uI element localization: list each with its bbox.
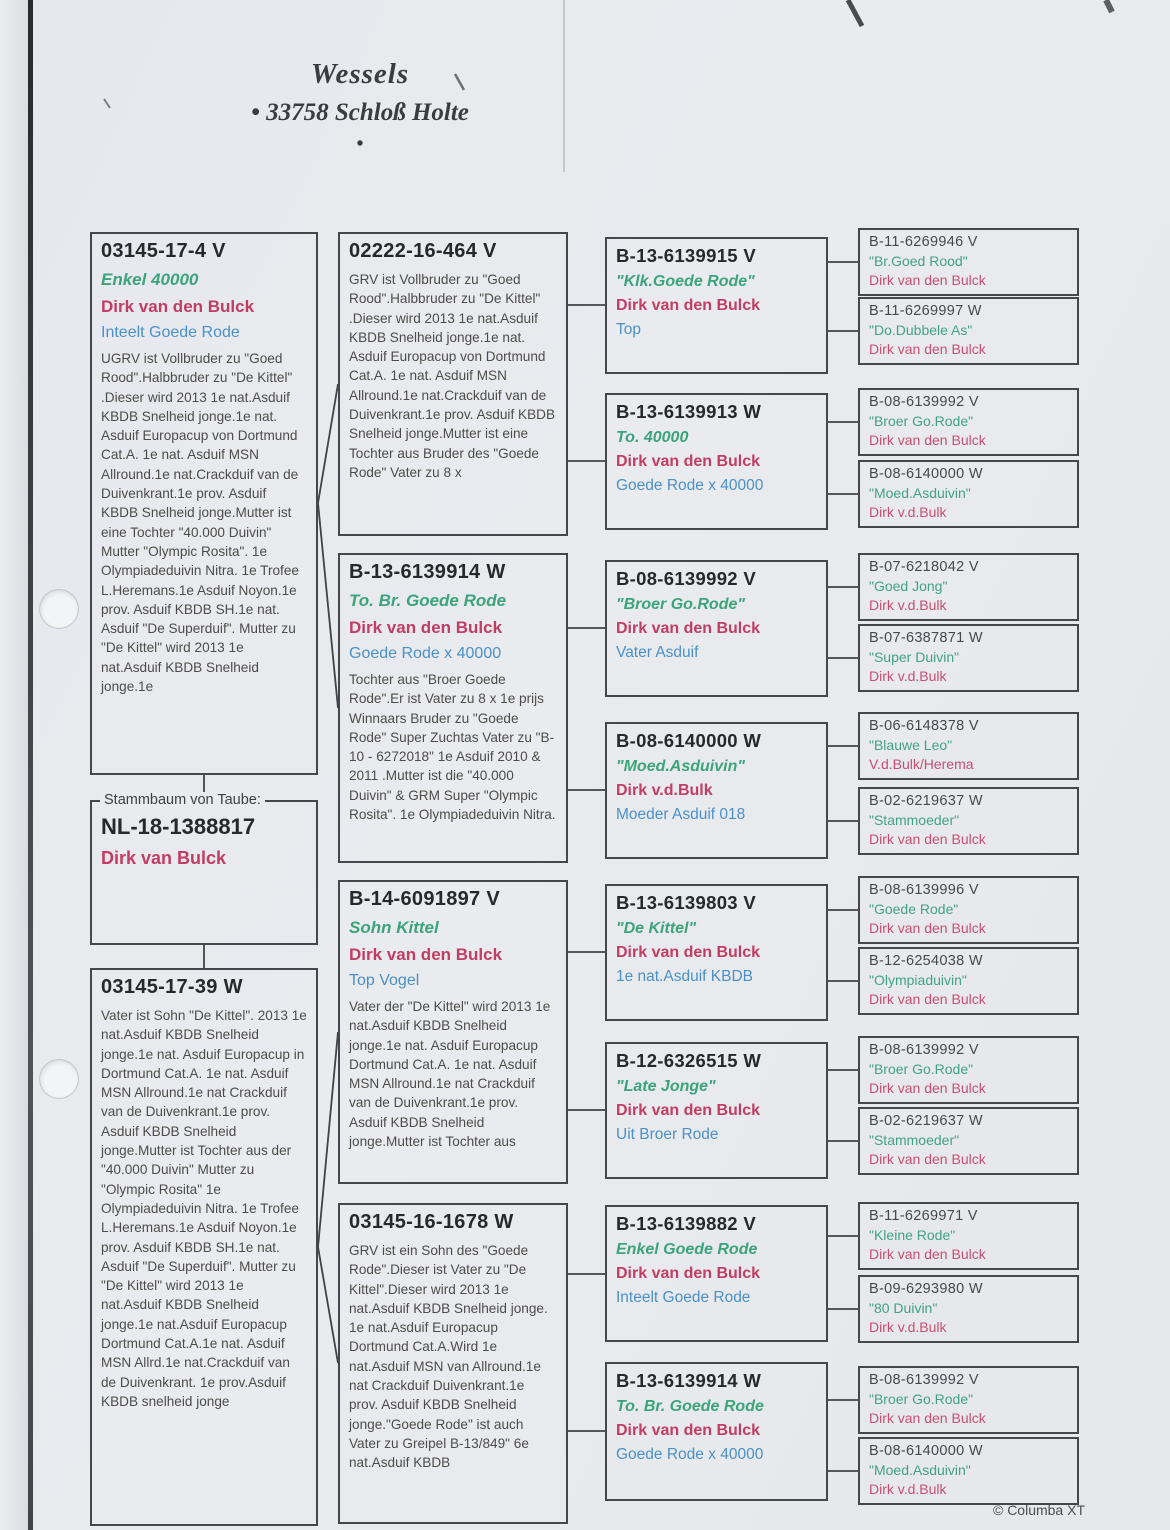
ring-number: B-13-6139882 V <box>616 1213 756 1234</box>
ring-number: B-13-6139803 V <box>616 892 756 913</box>
pedigree-box-g4-9 <box>858 876 1079 944</box>
ring-number: B-13-6139914 W <box>349 561 506 583</box>
ring-number: B-08-6140000 W <box>869 1443 983 1459</box>
ring-number: B-14-6091897 V <box>349 888 500 910</box>
owner-name: Dirk van den Bulck <box>869 920 986 936</box>
pigeon-name: "Moed.Asduivin" <box>869 485 971 501</box>
owner-name: Dirk van den Bulck <box>869 1410 986 1426</box>
ring-number: B-02-6219637 W <box>869 1113 983 1129</box>
pedigree-box-g4-5 <box>858 553 1079 621</box>
pigeon-name: Sohn Kittel <box>349 918 439 937</box>
ring-number: B-13-6139915 V <box>616 245 756 266</box>
pedigree-box-g2-3 <box>338 880 568 1184</box>
pigeon-name: "Moed.Asduivin" <box>869 1462 971 1478</box>
pedigree-box-father <box>90 232 318 775</box>
strain-info: Goede Rode x 40000 <box>616 477 764 494</box>
letterhead-bullet: • <box>356 133 364 155</box>
pedigree-box-g4-3 <box>858 388 1079 456</box>
strain-info: Moeder Asduif 018 <box>616 806 746 823</box>
pedigree-box-g4-15 <box>858 1366 1079 1434</box>
pigeon-name: "De Kittel" <box>616 920 697 937</box>
ring-number: B-11-6269946 V <box>869 234 978 250</box>
owner-name: Dirk van den Bulck <box>869 432 986 448</box>
owner-name: Dirk van den Bulck <box>616 1102 761 1119</box>
strain-info: Inteelt Goede Rode <box>616 1289 751 1306</box>
owner-name: Dirk v.d.Bulk <box>869 668 947 684</box>
pedigree-box-g4-4 <box>858 460 1079 528</box>
owner-name: Dirk van den Bulck <box>616 297 761 314</box>
owner-name: Dirk van den Bulck <box>349 618 503 637</box>
pedigree-notes: Vater ist Sohn "De Kittel". 2013 1e nat.Asduif KBDB Snelheid jonge.1e nat. Asduif Europacup in Dortmund Cat.A. 1e nat. Asduif MSN Allround.1e nat Crackduif van de Duivenkrant.1e prov. Asduif KBDB Snelheid jonge.Mutter ist Tochter aus der "40.000 Duivin" Mutter zu "Olympic Rosita" 1e Olympiadeduivin Nitra. 1e Trofee L.Heremans.1e Asduif Noyon.1e prov. Asduif KBDB SH.1e nat. Asduif "De Superduif". Mutter zu "De Kittel" wird 2013 1e nat.Asduif KBDB Snelheid jonge.1e nat.Asduif Europacup Dortmund Cat.A.1e nat. Asduif MSN Allrd.1e nat.Crackduif van de Duivenkrant. 1e prov.Asduif KBDB snelheid jonge <box>101 1008 307 1409</box>
pedigree-box-g4-11 <box>858 1036 1079 1104</box>
pigeon-name: Enkel 40000 <box>101 270 199 289</box>
ring-number: B-07-6387871 W <box>869 630 983 646</box>
pedigree-box-g3-3 <box>605 560 828 697</box>
ring-number: 02222-16-464 V <box>349 240 497 262</box>
pedigree-box-g4-12 <box>858 1107 1079 1175</box>
scan-edge-shading <box>0 0 28 1530</box>
pedigree-box-g3-7 <box>605 1205 828 1342</box>
pedigree-notes: UGRV ist Vollbruder zu "Goed Rood".Halbbruder zu "De Kittel" .Dieser wird 2013 1e nat.Asduif KBDB Snelheid jonge.1e nat. Asduif Europacup von Dortmund Cat.A. 1e nat. Asduif MSN Allround.1e nat.Crackduif van de Duivenkrant.1e prov. Asduif KBDB Snelheid jonge.Mutter ist eine Tochter "40.000 Duivin" Mutter "Olympic Rosita". 1e Olympiadeduivin Nitra. 1e Trofee L.Heremans.1e Asduif Noyon.1e prov. Asduif KBDB SH.1e nat. Asduif "De Superduif". Mutter zu "De Kittel" wird 2013 1e nat.Asduif KBDB Snelheid jonge.1e <box>101 351 299 695</box>
strain-info: Goede Rode x 40000 <box>349 645 502 662</box>
pigeon-name: Enkel Goede Rode <box>616 1241 758 1258</box>
pigeon-name: "Do.Dubbele As" <box>869 322 973 338</box>
owner-name: Dirk v.d.Bulk <box>869 1481 947 1497</box>
owner-name: Dirk van den Bulck <box>616 1265 761 1282</box>
pedigree-box-g4-10 <box>858 947 1079 1015</box>
scan-edge-line <box>28 0 33 1530</box>
pedigree-box-g4-14 <box>858 1275 1079 1343</box>
letterhead-address: • 33758 Schloß Holte <box>251 99 469 126</box>
ring-number: B-08-6139992 V <box>869 1042 979 1058</box>
owner-name: Dirk van den Bulck <box>869 1151 986 1167</box>
letterhead <box>150 58 570 156</box>
owner-name: Dirk van den Bulck <box>616 1422 761 1439</box>
pigeon-name: "Late Jonge" <box>616 1078 716 1095</box>
ring-number: B-11-6269971 V <box>869 1208 978 1224</box>
pigeon-name: "Goed Jong" <box>869 578 948 594</box>
pigeon-name: "Stammoeder" <box>869 1132 960 1148</box>
owner-name: V.d.Bulk/Herema <box>869 756 974 772</box>
pedigree-box-g2-4 <box>338 1203 568 1524</box>
ring-number: B-02-6219637 W <box>869 793 983 809</box>
strain-info: Inteelt Goede Rode <box>101 324 240 341</box>
pedigree-notes: Vater der "De Kittel" wird 2013 1e nat.Asduif KBDB Snelheid jonge.1e nat. Asduif Europacup Dortmund Cat.A. 1e nat. Asduif MSN Allround.1e nat Crackduif van de Duivenkrant.1e prov. Asduif KBDB Snelheid jonge.Mutter ist Tochter aus <box>349 999 551 1150</box>
pedigree-box-g4-1 <box>858 228 1079 296</box>
strain-info: Uit Broer Rode <box>616 1126 719 1143</box>
pedigree-box-g3-4 <box>605 722 828 859</box>
pigeon-name: "Broer Go.Rode" <box>616 596 745 613</box>
owner-name: Dirk v.d.Bulk <box>616 782 713 799</box>
owner-name: Dirk van Bulck <box>101 848 227 868</box>
pedigree-box-mother <box>90 968 318 1526</box>
ring-number: B-13-6139913 W <box>616 401 762 422</box>
pedigree-box-g4-8 <box>858 787 1079 855</box>
owner-name: Dirk van den Bulck <box>869 341 986 357</box>
ring-number: B-11-6269997 W <box>869 303 982 319</box>
owner-name: Dirk van den Bulck <box>869 1246 986 1262</box>
strain-info: 1e nat.Asduif KBDB <box>616 968 753 985</box>
strain-info: Vater Asduif <box>616 644 699 661</box>
software-credit: © Columba XT <box>992 1502 1085 1518</box>
owner-name: Dirk van den Bulck <box>869 831 986 847</box>
owner-name: Dirk van den Bulck <box>869 991 986 1007</box>
pigeon-name: "Olympiaduivin" <box>869 972 967 988</box>
ring-number: 03145-17-4 V <box>101 240 226 262</box>
ring-number: B-08-6139992 V <box>616 568 756 589</box>
pedigree-box-g4-6 <box>858 624 1079 692</box>
ring-number: B-12-6254038 W <box>869 953 983 969</box>
pedigree-box-g4-2 <box>858 297 1079 365</box>
pedigree-box-g4-7 <box>858 712 1079 780</box>
pedigree-box-g2-2 <box>338 553 568 863</box>
pedigree-box-g3-8 <box>605 1362 828 1501</box>
pigeon-name: "Klk.Goede Rode" <box>616 273 755 290</box>
owner-name: Dirk v.d.Bulk <box>869 597 947 613</box>
ring-number: B-08-6139996 V <box>869 882 979 898</box>
pigeon-name: "Blauwe Leo" <box>869 737 953 753</box>
pedigree-box-subject <box>90 792 318 945</box>
ring-number: 03145-17-39 W <box>101 976 243 998</box>
pedigree-notes: GRV ist Vollbruder zu "Goed Rood".Halbbruder zu "De Kittel" .Dieser wird 2013 1e nat.Asduif KBDB Snelheid jonge.1e nat. Asduif Europacup von Dortmund Cat.A. 1e nat. Asduif MSN Allround.1e nat.Crackduif van de Duivenkrant.1e prov. Asduif KBDB Snelheid jonge.Mutter ist eine Tochter aus Bruder des "Goede Rode" Vater zu 8 x <box>349 272 556 480</box>
pedigree-notes: GRV ist ein Sohn des "Goede Rode".Dieser ist Vater zu "De Kittel".Dieser wird 2013 1e nat.Asduif KBDB Snelheid jonge. 1e nat.Asduif Europacup Dortmund Cat.A.Wird 1e nat.Asduif MSN van Allround.1e nat Crackduif Duivenkrant.1e prov. Asduif KBDB Snelheid jonge."Goede Rode" ist auch Vater zu Greipel B-13/849" 6e nat.Asduif KBDB <box>349 1243 548 1471</box>
pedigree-box-g3-5 <box>605 884 828 1021</box>
ring-number: B-12-6326515 W <box>616 1050 762 1071</box>
pigeon-name: "Br.Goed Rood" <box>869 253 968 269</box>
owner-name: Dirk van den Bulck <box>869 1080 986 1096</box>
ring-number: 03145-16-1678 W <box>349 1211 514 1233</box>
ring-number: B-08-6139992 V <box>869 1372 979 1388</box>
pigeon-name: "Stammoeder" <box>869 812 960 828</box>
strain-info: Goede Rode x 40000 <box>616 1446 764 1463</box>
owner-name: Dirk van den Bulck <box>101 297 255 316</box>
pedigree-box-g3-1 <box>605 237 828 374</box>
pedigree-box-g4-13 <box>858 1202 1079 1270</box>
ring-number: B-06-6148378 V <box>869 718 979 734</box>
pedigree-box-g4-16 <box>858 1437 1079 1505</box>
owner-name: Dirk van den Bulck <box>616 620 761 637</box>
owner-name: Dirk van den Bulck <box>349 945 503 964</box>
owner-name: Dirk van den Bulck <box>616 453 761 470</box>
pigeon-name: "Super Duivin" <box>869 649 960 665</box>
ring-number: B-09-6293980 W <box>869 1281 983 1297</box>
letterhead-name: Wessels <box>310 58 410 90</box>
pigeon-name: "Kleine Rode" <box>869 1227 956 1243</box>
pigeon-name: "Moed.Asduivin" <box>616 758 745 775</box>
pigeon-name: "80 Duivin" <box>869 1300 938 1316</box>
pedigree-box-g2-1 <box>338 232 568 536</box>
pedigree-box-g3-6 <box>605 1042 828 1179</box>
pigeon-name: "Broer Go.Rode" <box>869 1061 974 1077</box>
pigeon-name: To. 40000 <box>616 429 689 446</box>
strain-info: Top <box>616 321 641 338</box>
pigeon-name: "Broer Go.Rode" <box>869 413 974 429</box>
owner-name: Dirk van den Bulck <box>869 272 986 288</box>
ring-number: NL-18-1388817 <box>101 814 256 839</box>
ring-number: B-13-6139914 W <box>616 1370 762 1391</box>
punch-hole-top <box>40 590 78 628</box>
strain-info: Top Vogel <box>349 972 420 989</box>
owner-name: Dirk v.d.Bulk <box>869 504 947 520</box>
pigeon-name: "Broer Go.Rode" <box>869 1391 974 1407</box>
ring-number: B-08-6140000 W <box>616 730 762 751</box>
owner-name: Dirk van den Bulck <box>616 944 761 961</box>
pigeon-name: To. Br. Goede Rode <box>349 591 507 610</box>
owner-name: Dirk v.d.Bulk <box>869 1319 947 1335</box>
pigeon-name: To. Br. Goede Rode <box>616 1398 764 1415</box>
pedigree-box-g3-2 <box>605 393 828 530</box>
pedigree-label: Stammbaum von Taube: <box>100 792 265 808</box>
pedigree-notes: Tochter aus "Broer Goede Rode".Er ist Vater zu 8 x 1e prijs Winnaars Bruder zu "Goede Rode" Super Zuchtas Vater zu "B-10 - 6272018" 1e Asduif 2010 & 2011 .Mutter ist die "40.000 Duivin" & GRM Super "Olympic Rosita". 1e Olympiadeduivin Nitra. <box>349 672 556 823</box>
ring-number: B-08-6140000 W <box>869 466 983 482</box>
pigeon-name: "Goede Rode" <box>869 901 959 917</box>
ring-number: B-08-6139992 V <box>869 394 979 410</box>
ring-number: B-07-6218042 V <box>869 559 979 575</box>
punch-hole-bottom <box>40 1060 78 1098</box>
